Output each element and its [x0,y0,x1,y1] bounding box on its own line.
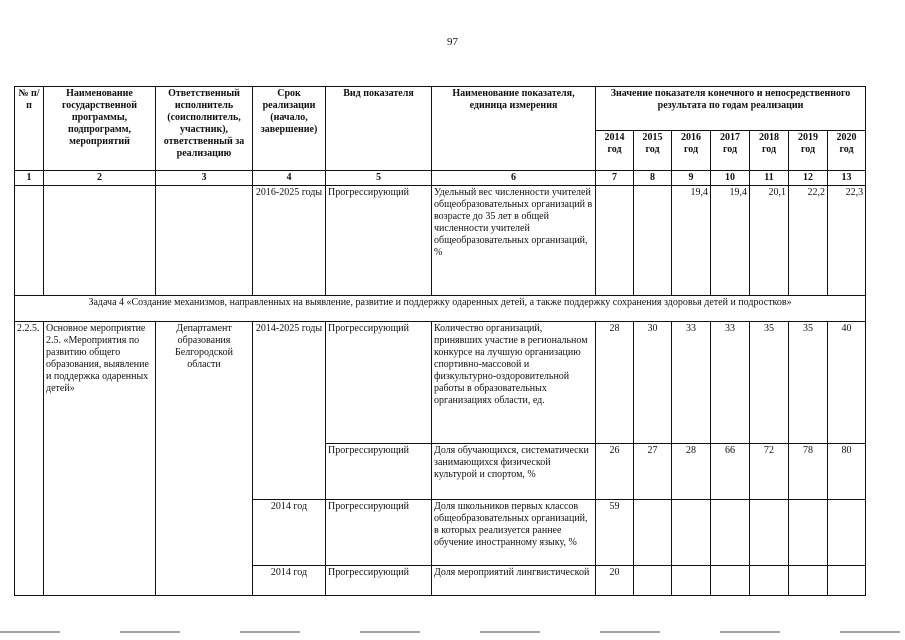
table-row [15,186,866,296]
value-cell: 27 [634,444,672,500]
value-cell: 35 [750,322,789,444]
column-number: 6 [432,171,596,186]
value-cell [828,566,866,596]
indicator-cell: Удельный вес численности учителей общеобразовательных организаций в возрасте до 35 лет в общей численности учителей общеобразовательных организаций, % [432,186,596,296]
value-cell: 72 [750,444,789,500]
column-number: 10 [711,171,750,186]
header-year: 2020 год [828,131,866,171]
value-cell: 33 [711,322,750,444]
term-cell: 2014-2025 годы [253,322,326,500]
column-number: 1 [15,171,44,186]
value-cell: 20,1 [750,186,789,296]
value-cell [672,566,711,596]
value-cell [634,566,672,596]
column-number: 8 [634,171,672,186]
value-cell: 28 [672,444,711,500]
header-year: 2015 год [634,131,672,171]
value-cell [672,500,711,566]
value-cell [634,500,672,566]
value-cell: 40 [828,322,866,444]
kind-cell: Прогрессирующий [326,186,432,296]
value-cell [789,500,828,566]
value-cell: 33 [672,322,711,444]
value-cell: 20 [596,566,634,596]
header-kind: Вид показателя [326,87,432,171]
value-cell: 19,4 [711,186,750,296]
column-number: 9 [672,171,711,186]
value-cell [634,186,672,296]
page-number: 97 [447,36,458,48]
value-cell [750,566,789,596]
term-cell: 2014 год [253,500,326,566]
header-indicator: Наименование показателя, единица измерения [432,87,596,171]
value-cell: 80 [828,444,866,500]
indicator-cell: Доля мероприятий лингвистической [432,566,596,596]
event-name: Основное мероприятие 2.5. «Мероприятия по развитию общего образования, выявление и поддержка одаренных детей» [44,322,156,596]
header-year: 2014 год [596,131,634,171]
value-cell: 30 [634,322,672,444]
header-responsible: Ответственный исполнитель (соисполнитель, участник), ответственный за реализацию [156,87,253,171]
header-name: Наименование государственной программы, подпрограмм, мероприятий [44,87,156,171]
value-cell: 19,4 [672,186,711,296]
indicator-cell: Количество организаций, принявших участие в региональном конкурсе на лучшую организацию спортивно-массовой и физкультурно-оздоровительной работы в образовательных организациях области, ед. [432,322,596,444]
column-number: 3 [156,171,253,186]
term-cell: 2014 год [253,566,326,596]
event-number: 2.2.5. [15,322,44,596]
column-number: 13 [828,171,866,186]
value-cell: 78 [789,444,828,500]
value-cell: 35 [789,322,828,444]
value-cell: 26 [596,444,634,500]
column-number: 7 [596,171,634,186]
value-cell [596,186,634,296]
column-number: 11 [750,171,789,186]
kind-cell: Прогрессирующий [326,566,432,596]
value-cell: 59 [596,500,634,566]
value-cell [828,500,866,566]
header-year: 2019 год [789,131,828,171]
term-cell: 2016-2025 годы [253,186,326,296]
column-number: 5 [326,171,432,186]
value-cell [711,566,750,596]
value-cell [750,500,789,566]
kind-cell: Прогрессирующий [326,444,432,500]
value-cell [789,566,828,596]
value-cell: 28 [596,322,634,444]
header-values-group: Значение показателя конечного и непосредственного результата по годам реализации [596,87,866,131]
value-cell: 22,3 [828,186,866,296]
program-table [14,86,866,596]
header-year: 2017 год [711,131,750,171]
column-number: 2 [44,171,156,186]
value-cell [711,500,750,566]
indicator-cell: Доля школьников первых классов общеобразовательных организаций, в которых реализуется раннее обучение иностранному языку, % [432,500,596,566]
value-cell: 66 [711,444,750,500]
header-year: 2016 год [672,131,711,171]
table-row [15,322,866,444]
header-num: № п/п [15,87,44,171]
kind-cell: Прогрессирующий [326,322,432,444]
header-year: 2018 год [750,131,789,171]
kind-cell: Прогрессирующий [326,500,432,566]
column-number: 4 [253,171,326,186]
header-term: Срок реализации (начало, завершение) [253,87,326,171]
value-cell: 22,2 [789,186,828,296]
scan-artifact-line [0,631,905,633]
column-number: 12 [789,171,828,186]
event-responsible: Департамент образования Белгородской области [156,322,253,596]
indicator-cell: Доля обучающихся, систематически занимающихся физической культурой и спортом, % [432,444,596,500]
task-heading: Задача 4 «Создание механизмов, направленных на выявление, развитие и поддержку одаренных детей, а также поддержку сохранения здоровья детей и подростков» [15,296,866,322]
